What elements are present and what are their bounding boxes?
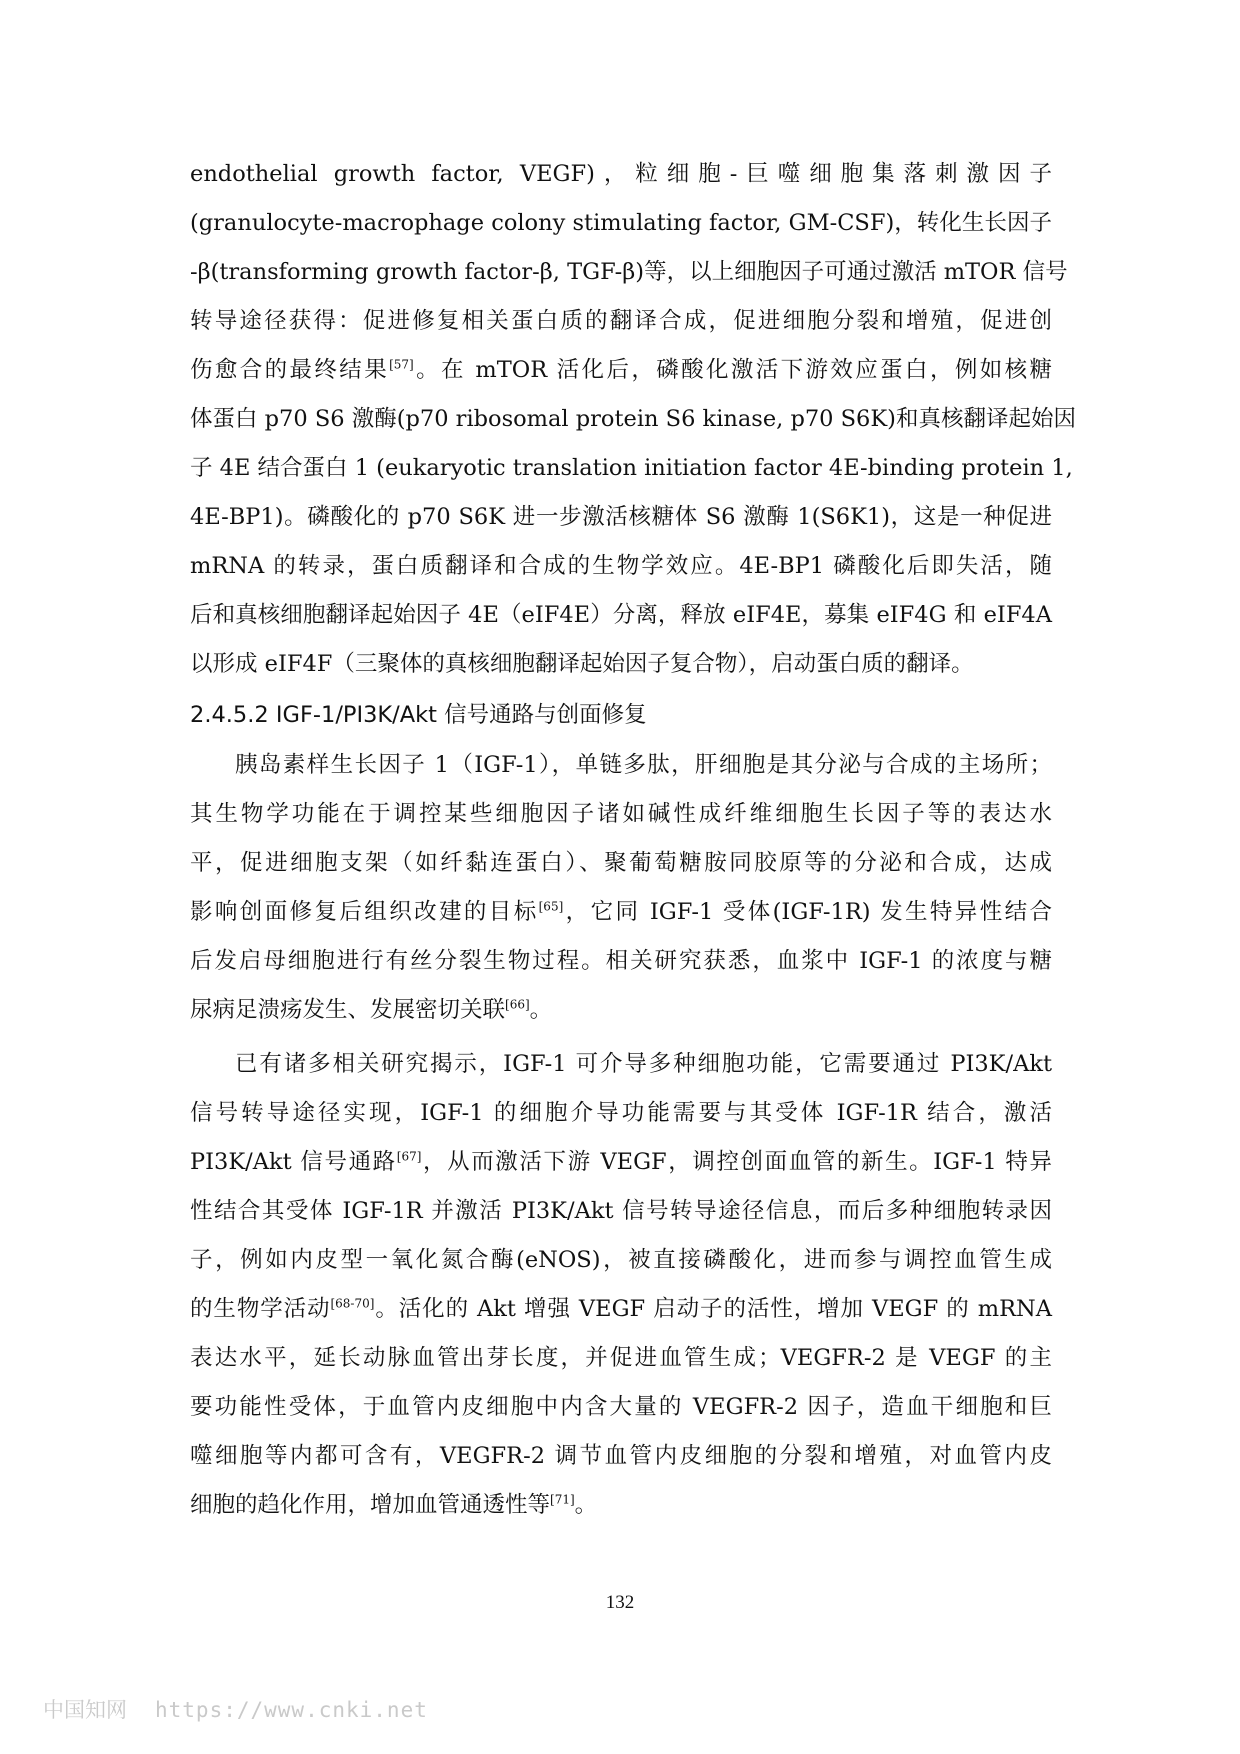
text-line: 后和真核细胞翻译起始因子 4E（eIF4E）分离，释放 eIF4E，募集 eIF4G 和 eIF4A <box>190 602 1052 628</box>
citation-ref[interactable]: [71] <box>550 1492 575 1507</box>
text-segment: ，它同 IGF-1 受体(IGF-1R) 发生特异性结合 <box>563 899 1052 925</box>
text-line: 以形成 eIF4F（三聚体的真核细胞翻译起始因子复合物），启动蛋白质的翻译。 <box>190 651 974 677</box>
page-number: 132 <box>605 1592 635 1613</box>
text-line: 其生物学功能在于调控某些细胞因子诸如碱性成纤维细胞生长因子等的表达水 <box>190 801 1052 827</box>
text-line: -β(transforming growth factor-β, TGF-β)等，以上细胞因子可通过激活 mTOR 信号 <box>190 259 1068 285</box>
citation-ref[interactable]: [68-70] <box>330 1296 375 1311</box>
text-segment: 的生物学活动 <box>190 1296 331 1322</box>
text-segment: 尿病足溃疡发生、发展密切关联 <box>190 997 506 1023</box>
paragraph-1 <box>190 150 1076 689</box>
cnki-watermark <box>43 1694 428 1724</box>
paragraph-3 <box>190 1040 1052 1530</box>
text-line: 要功能性受体，于血管内皮细胞中内含大量的 VEGFR-2 因子，造血干细胞和巨 <box>190 1394 1052 1420</box>
text-line: 子 4E 结合蛋白 1 (eukaryotic translation initiation factor 4E-binding protein 1, <box>190 455 1073 481</box>
text-line: 子，例如内皮型一氧化氮合酶(eNOS)，被直接磷酸化，进而参与调控血管生成 <box>190 1247 1052 1273</box>
text-line: endothelial growth factor, VEGF)，粒细胞-巨噬细胞集落刺激因子 <box>190 161 1052 187</box>
text-line: 信号转导途径实现，IGF-1 的细胞介导功能需要与其受体 IGF-1R 结合，激活 <box>190 1100 1052 1126</box>
text-line: 胰岛素样生长因子 1（IGF-1），单链多肽，肝细胞是其分泌与合成的主场所； <box>235 752 1052 778</box>
citation-ref[interactable]: [67] <box>396 1149 422 1164</box>
text-segment: 。在 mTOR 活化后，磷酸化激活下游效应蛋白，例如核糖 <box>413 357 1052 383</box>
text-line <box>190 888 1052 937</box>
text-line <box>190 1481 1052 1530</box>
citation-ref[interactable]: [66] <box>505 997 530 1012</box>
text-line: 体蛋白 p70 S6 激酶(p70 ribosomal protein S6 kinase, p70 S6K)和真核翻译起始因 <box>190 406 1076 432</box>
watermark-url: https://www.cnki.net <box>155 1698 428 1722</box>
text-segment: 细胞的趋化作用，增加血管通透性等 <box>190 1492 551 1518</box>
text-segment: 伤愈合的最终结果 <box>190 357 390 383</box>
text-line: 4E-BP1)。磷酸化的 p70 S6K 进一步激活核糖体 S6 激酶 1(S6K1)，这是一种促进 <box>190 504 1052 530</box>
text-line: 噬细胞等内都可含有，VEGFR-2 调节血管内皮细胞的分裂和增殖，对血管内皮 <box>190 1443 1052 1469</box>
text-line <box>190 986 1052 1035</box>
text-segment: 影响创面修复后组织改建的目标 <box>190 899 539 925</box>
text-line <box>190 1138 1052 1187</box>
text-segment: ，从而激活下游 VEGF，调控创面血管的新生。IGF-1 特异 <box>421 1149 1052 1175</box>
citation-ref[interactable]: [57] <box>389 357 414 372</box>
text-line: mRNA 的转录，蛋白质翻译和合成的生物学效应。4E-BP1 磷酸化后即失活，随 <box>190 553 1052 579</box>
text-line: 后发启母细胞进行有丝分裂生物过程。相关研究获悉，血浆中 IGF-1 的浓度与糖 <box>190 948 1052 974</box>
text-segment: 。 <box>529 997 553 1023</box>
text-line: 性结合其受体 IGF-1R 并激活 PI3K/Akt 信号转导途径信息，而后多种细胞转录因 <box>190 1198 1052 1224</box>
paragraph-2 <box>190 741 1052 1035</box>
body-text <box>190 150 1076 1530</box>
text-line: 平，促进细胞支架（如纤黏连蛋白）、聚葡萄糖胺同胶原等的分泌和合成，达成 <box>190 850 1052 876</box>
section-heading: 2.4.5.2 IGF-1/PI3K/Akt 信号通路与创面修复 <box>190 702 647 728</box>
text-segment: PI3K/Akt 信号通路 <box>190 1149 397 1175</box>
text-line <box>190 346 1052 395</box>
text-line: 转导途径获得：促进修复相关蛋白质的翻译合成，促进细胞分裂和增殖，促进创 <box>190 308 1052 334</box>
citation-ref[interactable]: [65] <box>538 899 564 914</box>
watermark-brand: 中国知网 <box>43 1698 127 1722</box>
text-line: 已有诸多相关研究揭示，IGF-1 可介导多种细胞功能，它需要通过 PI3K/Akt <box>235 1051 1052 1077</box>
text-segment: 。 <box>574 1492 598 1518</box>
text-segment: 。活化的 Akt 增强 VEGF 启动子的活性，增加 VEGF 的 mRNA <box>374 1296 1052 1322</box>
text-line: 表达水平，延长动脉血管出芽长度，并促进血管生成；VEGFR-2 是 VEGF 的主 <box>190 1345 1052 1371</box>
text-line <box>190 1285 1052 1334</box>
text-line: (granulocyte-macrophage colony stimulating factor, GM-CSF)，转化生长因子 <box>190 210 1052 236</box>
